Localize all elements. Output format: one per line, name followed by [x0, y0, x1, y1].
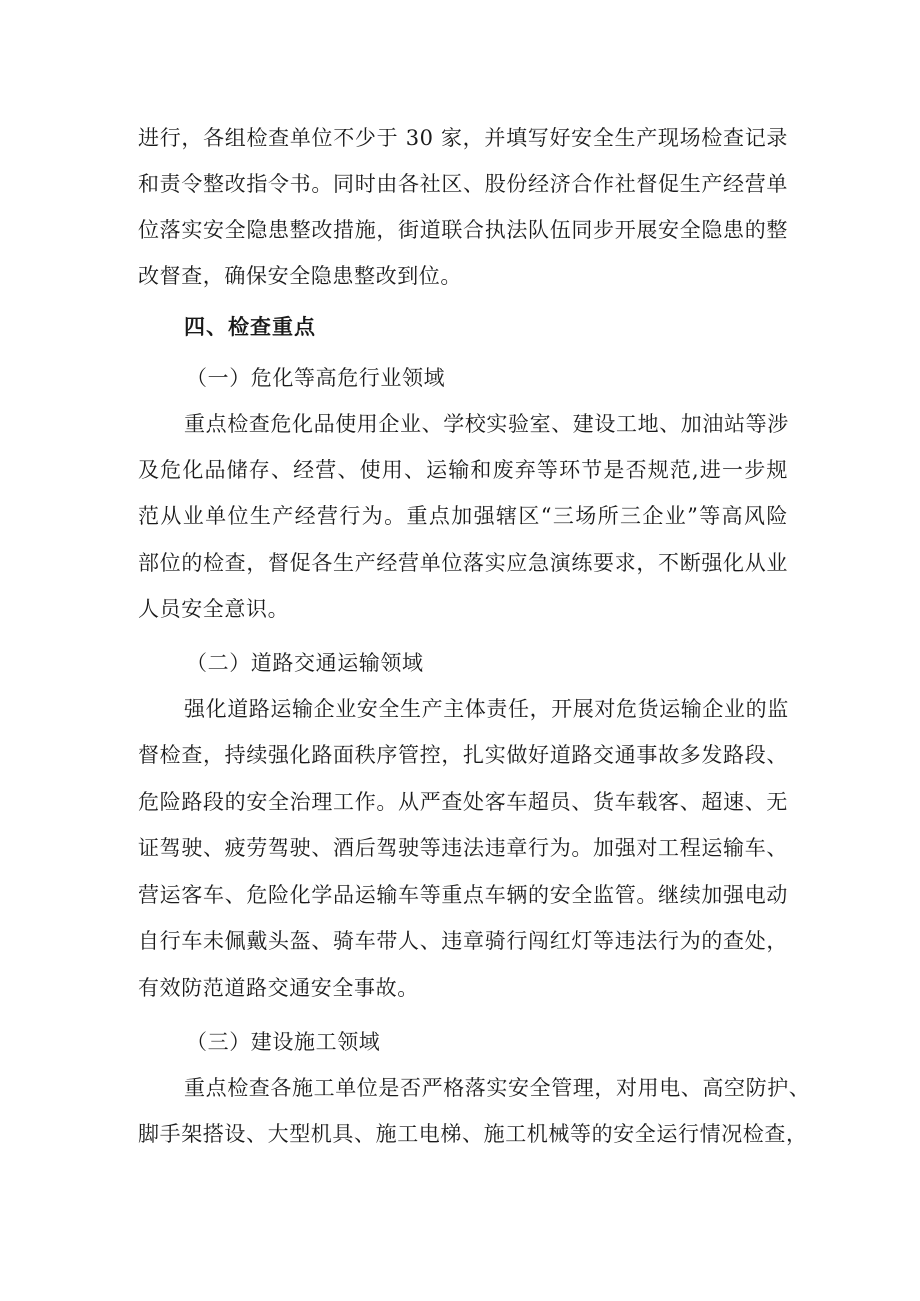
subsection-title-3: （三）建设施工领域 — [186, 1030, 381, 1054]
para-line: 脚手架搭设、大型机具、施工电梯、施工机械等的安全运行情况检查， — [138, 1122, 808, 1146]
section-title: 四、检查重点 — [184, 314, 316, 339]
para-line: 证驾驶、疲劳驾驶、酒后驾驶等违法违章行为。加强对工程运输车、 — [138, 836, 788, 860]
para-line: 进行，各组检查单位不少于 30 家，并填写好安全生产现场检查记录 — [138, 126, 788, 150]
para-line: 改督查，确保安全隐患整改到位。 — [138, 264, 462, 288]
para-line: 营运客车、危险化学品运输车等重点车辆的安全监管。继续加强电动 — [138, 883, 788, 907]
para-line: 位落实安全隐患整改措施，街道联合执法队伍同步开展安全隐患的整 — [138, 218, 788, 242]
subsection-title-1: （一）危化等高危行业领域 — [186, 366, 446, 390]
para-line: 及危化品储存、经营、使用、运输和废弃等环节是否规范,进一步规 — [138, 458, 788, 482]
para-line: 有效防范道路交通安全事故。 — [138, 976, 419, 1000]
para-line: 重点检查各施工单位是否严格落实安全管理，对用电、高空防护、 — [184, 1076, 811, 1100]
para-line: 强化道路运输企业安全生产主体责任，开展对危货运输企业的监 — [184, 697, 789, 721]
subsection-title-2: （二）道路交通运输领域 — [186, 651, 424, 675]
para-line: 人员安全意识。 — [138, 597, 290, 621]
para-line: 自行车未佩戴头盔、骑车带人、违章骑行闯红灯等违法行为的查处， — [138, 929, 788, 953]
para-line: 危险路段的安全治理工作。从严查处客车超员、货车载客、超速、无 — [138, 790, 788, 814]
para-line: 重点检查危化品使用企业、学校实验室、建设工地、加油站等涉 — [184, 412, 789, 436]
para-line: 督检查，持续强化路面秩序管控，扎实做好道路交通事故多发路段、 — [138, 743, 788, 767]
para-line: 和责令整改指令书。同时由各社区、股份经济合作社督促生产经营单 — [138, 172, 788, 196]
para-line: 范从业单位生产经营行为。重点加强辖区“三场所三企业”等高风险 — [138, 504, 788, 528]
para-line: 部位的检查，督促各生产经营单位落实应急演练要求，不断强化从业 — [138, 551, 788, 575]
